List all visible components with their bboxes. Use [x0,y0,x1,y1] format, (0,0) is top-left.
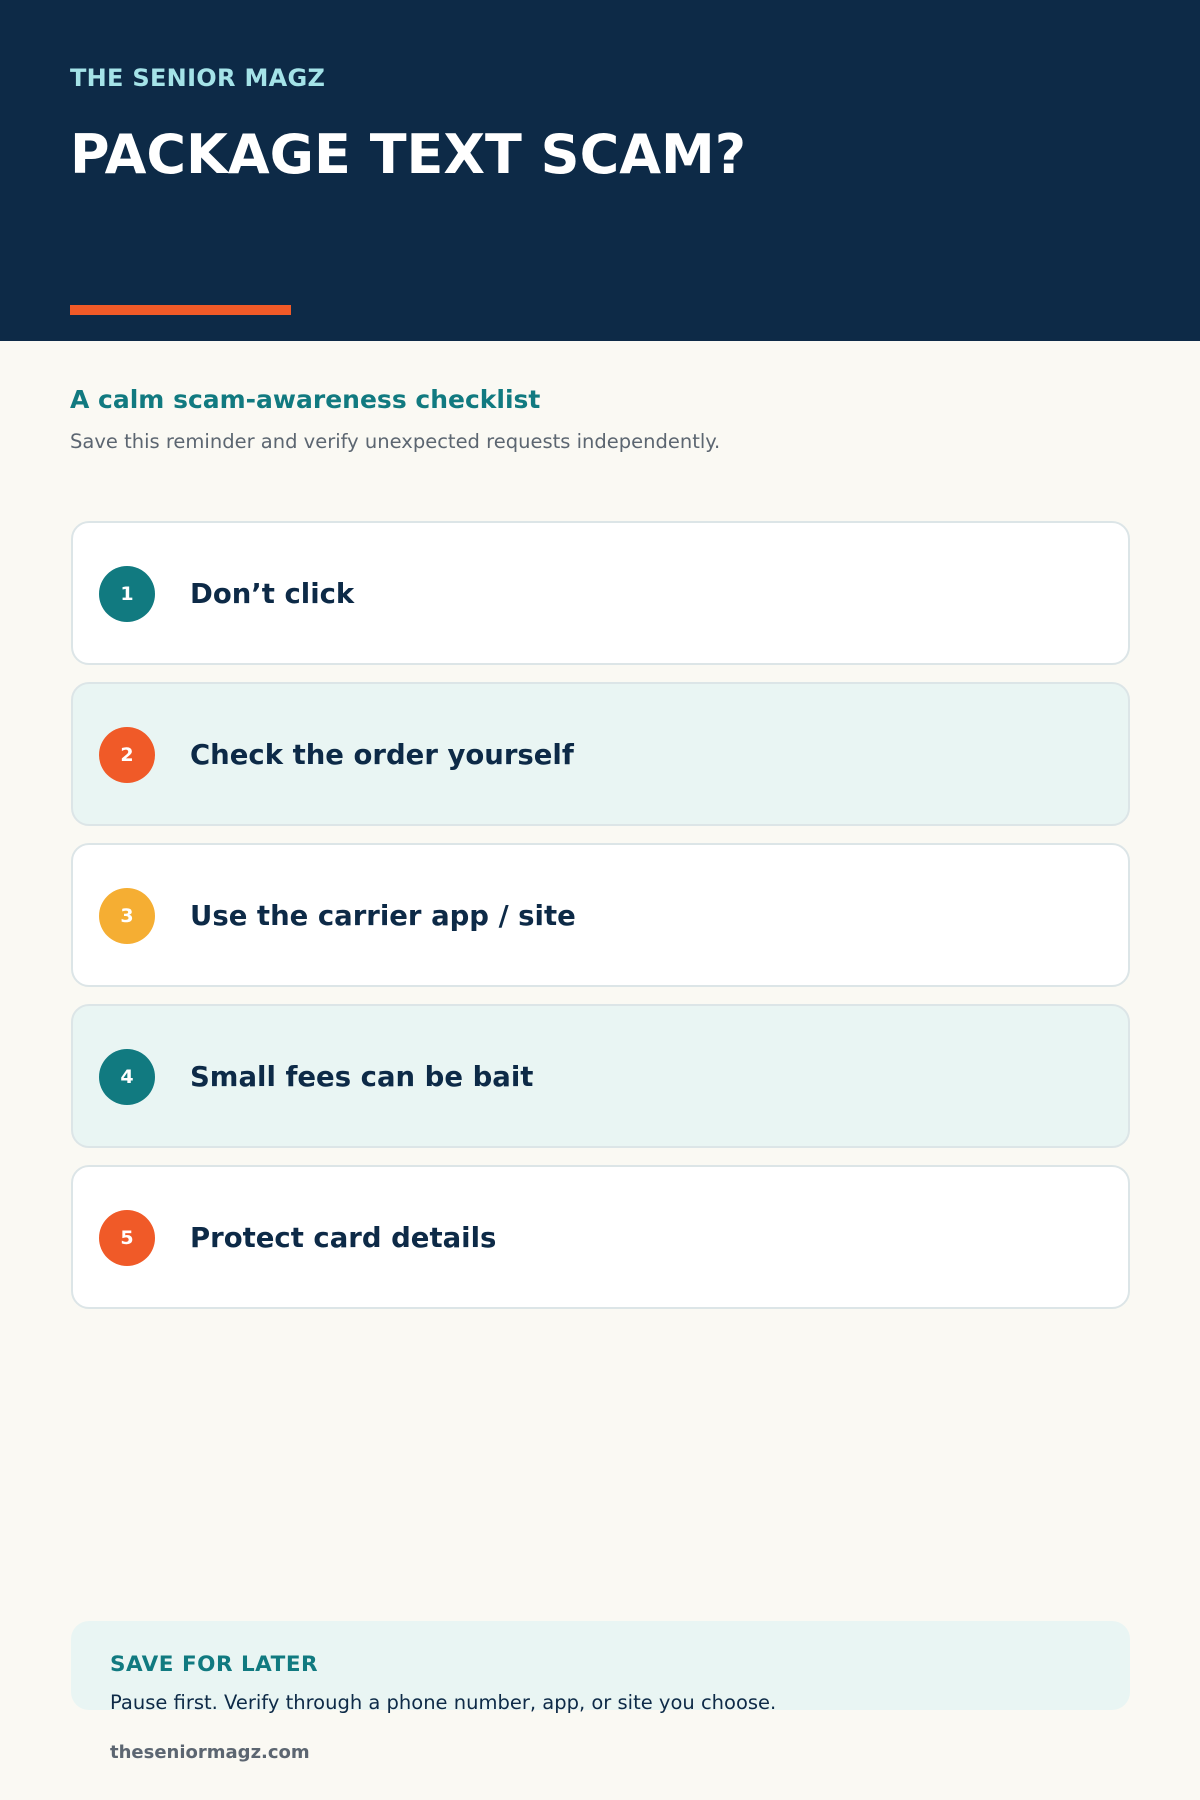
checklist-subtitle: A calm scam-awareness checklist [70,385,541,414]
checklist-item-label: Protect card details [190,1222,497,1254]
checklist-item-2 [71,682,1130,826]
save-for-later-heading: SAVE FOR LATER [110,1652,319,1677]
accent-bar [70,305,291,315]
checklist-item-label: Don’t click [190,578,355,610]
brand-name: THE SENIOR MAGZ [70,64,326,92]
checklist-item-1 [71,521,1130,665]
number-badge-4: 4 [99,1049,155,1105]
checklist-item-4 [71,1004,1130,1148]
page-title: PACKAGE TEXT SCAM? [70,123,747,186]
checklist-item-label: Small fees can be bait [190,1061,534,1093]
checklist-item-label: Check the order yourself [190,739,574,771]
checklist-subtext: Save this reminder and verify unexpected requests independently. [70,430,721,453]
number-badge-2: 2 [99,727,155,783]
header-banner [0,0,1200,341]
checklist-item-5 [71,1165,1130,1309]
number-badge-5: 5 [99,1210,155,1266]
checklist-item-label: Use the carrier app / site [190,900,576,932]
number-badge-1: 1 [99,566,155,622]
save-for-later-text: Pause first. Verify through a phone number, app, or site you choose. [110,1691,777,1714]
checklist-item-3 [71,843,1130,987]
number-badge-3: 3 [99,888,155,944]
site-url: theseniormagz.com [110,1742,310,1763]
